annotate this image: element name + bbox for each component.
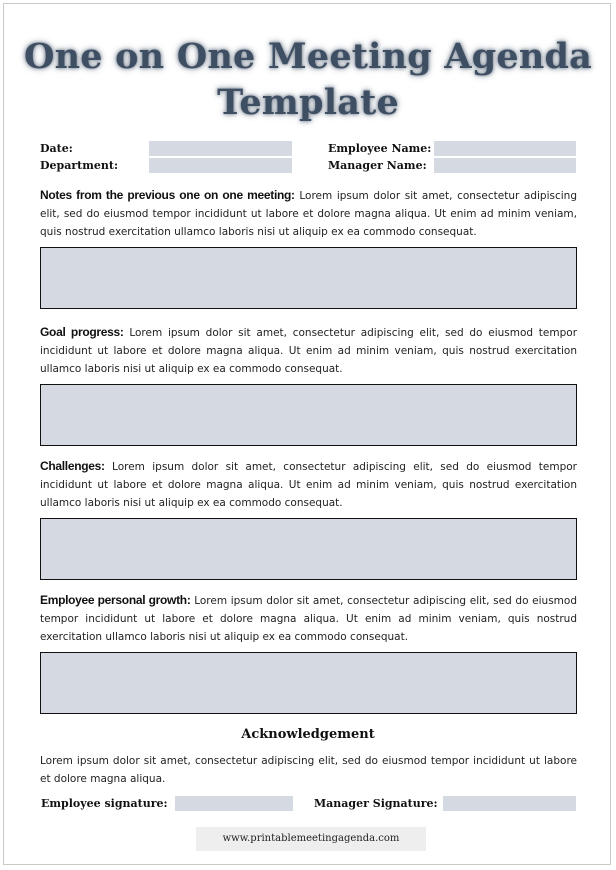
acknowledgement-heading: Acknowledgement	[241, 727, 375, 742]
challenges-input-box[interactable]	[40, 518, 577, 580]
footer-website: www.printablemeetingagenda.com	[196, 827, 426, 851]
employee-name-field[interactable]	[434, 141, 576, 156]
personal-growth-input-box[interactable]	[40, 652, 577, 714]
section-goal-progress-text: Lorem ipsum dolor sit amet, consectetur adipiscing elit, sed do eiusmod tempor incididunt ut labore et dolore magna aliqua. Ut enim ad minim veniam, quis nostrud exercitation ullamco laboris nisi ut aliquip ex ea commodo consequat.	[40, 327, 578, 375]
section-personal-growth-heading: Employee personal growth:	[40, 593, 191, 607]
goal-progress-input-box[interactable]	[40, 384, 577, 446]
department-field[interactable]	[149, 158, 292, 173]
employee-signature-label: Employee signature:	[41, 797, 168, 810]
manager-name-field[interactable]	[434, 158, 576, 173]
employee-name-label: Employee Name:	[328, 142, 432, 155]
employee-signature-field[interactable]	[175, 796, 293, 811]
section-challenges-heading: Challenges:	[40, 459, 105, 473]
section-notes-heading: Notes from the previous one on one meeting:	[40, 188, 295, 202]
date-field[interactable]	[149, 141, 292, 156]
section-goal-progress	[40, 323, 577, 378]
date-label: Date:	[40, 142, 73, 155]
section-notes-text: Lorem ipsum dolor sit amet, consectetur adipiscing elit, sed do eiusmod tempor incididunt ut labore et dolore magna aliqua. Ut enim ad minim veniam, quis nostrud exercitation ullamco laboris nisi ut aliquip ex ea commodo consequat.	[40, 190, 577, 238]
department-label: Department:	[40, 159, 119, 172]
section-personal-growth	[40, 591, 577, 646]
acknowledgement-text: Lorem ipsum dolor sit amet, consectetur adipiscing elit, sed do eiusmod tempor incididunt ut labore et dolore magna aliqua.	[40, 755, 577, 785]
section-challenges-text: Lorem ipsum dolor sit amet, consectetur adipiscing elit, sed do eiusmod tempor incididunt ut labore et dolore magna aliqua. Ut enim ad minim veniam, quis nostrud exercitation ullamco laboris nisi ut aliquip ex ea commodo consequat.	[40, 461, 577, 509]
section-notes	[40, 186, 577, 241]
manager-signature-field[interactable]	[443, 796, 576, 811]
manager-signature-label: Manager Signature:	[314, 797, 438, 810]
manager-name-label: Manager Name:	[328, 159, 427, 172]
notes-input-box[interactable]	[40, 247, 577, 309]
section-challenges	[40, 457, 577, 512]
section-goal-progress-heading: Goal progress:	[40, 325, 124, 339]
page-title: One on One Meeting Agenda Template	[23, 36, 593, 123]
section-personal-growth-text: Lorem ipsum dolor sit amet, consectetur adipiscing elit, sed do eiusmod tempor incididunt ut labore et dolore magna aliqua. Ut enim ad minim veniam, quis nostrud exercitation ullamco laboris nisi ut aliquip ex ea commodo consequat.	[40, 595, 577, 643]
